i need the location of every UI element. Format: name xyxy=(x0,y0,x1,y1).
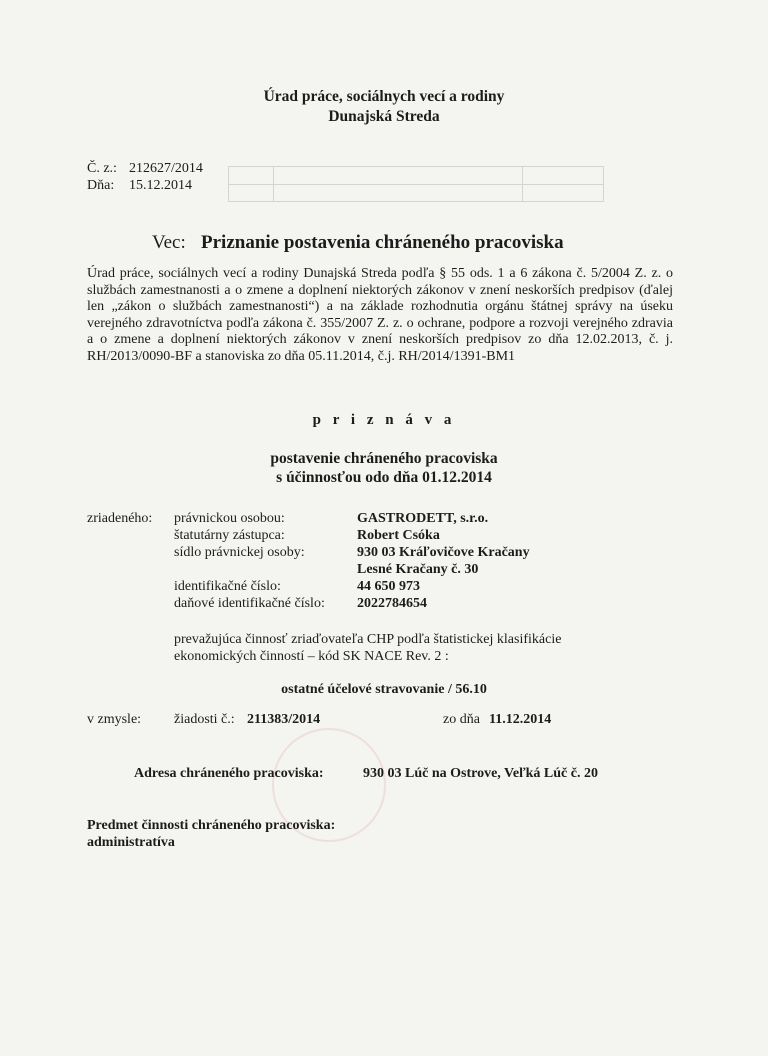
founder-seat-line-2: Lesné Kračany č. 30 xyxy=(357,562,479,577)
activity-subject-label: Predmet činnosti chráneného pracoviska: xyxy=(87,818,336,833)
ref-number-value: 212627/2014 xyxy=(129,161,203,176)
founder-seat-line-1: 930 03 Kráľovičove Kračany xyxy=(357,545,530,560)
founder-field-label: štatutárny zástupca: xyxy=(174,528,285,543)
request-date-text: zo dňa xyxy=(443,712,480,727)
ref-number-label: Č. z.: xyxy=(87,161,117,176)
request-date: 11.12.2014 xyxy=(489,712,552,727)
founder-statutory-rep: Robert Csóka xyxy=(357,528,440,543)
ref-date-value: 15.12.2014 xyxy=(129,178,192,193)
activity-line-1: prevažujúca činnosť zriaďovateľa CHP podľa štatistickej klasifikácie xyxy=(174,632,562,647)
founder-label: zriadeného: xyxy=(87,511,153,526)
request-text: žiadosti č.: xyxy=(174,712,235,727)
decision-line-1: postavenie chráneného pracoviska xyxy=(270,450,498,467)
subject-label: Vec: xyxy=(152,232,186,253)
founder-ico: 44 650 973 xyxy=(357,579,420,594)
subject-title: Priznanie postavenia chráneného pracoviska xyxy=(201,232,564,253)
request-label: v zmysle: xyxy=(87,712,142,727)
activity-nace: ostatné účelové stravovanie / 56.10 xyxy=(281,682,487,697)
activity-subject-value: administratíva xyxy=(87,835,175,850)
office-name: Úrad práce, sociálnych vecí a rodiny xyxy=(263,88,505,105)
workplace-address-label: Adresa chráneného pracoviska: xyxy=(134,766,324,781)
founder-field-label: daňové identifikačné číslo: xyxy=(174,596,325,611)
founder-field-label: identifikačné číslo: xyxy=(174,579,281,594)
intro-paragraph: Úrad práce, sociálnych vecí a rodiny Dunajská Streda podľa § 55 ods. 1 a 6 zákona č. 5/2004 Z. z. o službách zamestnanosti a o zmene a doplnení niektorých zákonov v znení neskorších predpisov (ďalej len „zákon o službách zamestnanosti“) a na základe rozhodnutia orgánu štátnej správy na úseku verejného zdravotníctva podľa zákona č. 355/2007 Z. z. o ochrane, podpore a rozvoji verejného zdravia a o zmene a doplnení niektorých zákonov v znení neskorších predpisov zo dňa 12.02.2013, č. j. RH/2013/0090-BF a stanoviska zo dňa 05.11.2014, č.j. RH/2014/1391-BM1 xyxy=(87,266,673,364)
decision-line-2: s účinnosťou odo dňa 01.12.2014 xyxy=(276,469,492,486)
founder-field-label: sídlo právnickej osoby: xyxy=(174,545,305,560)
request-number: 211383/2014 xyxy=(247,712,321,727)
office-city: Dunajská Streda xyxy=(328,108,440,125)
workplace-address-value: 930 03 Lúč na Ostrove, Veľká Lúč č. 20 xyxy=(363,766,598,781)
ref-date-label: Dňa: xyxy=(87,178,115,193)
founder-company-name: GASTRODETT, s.r.o. xyxy=(357,511,489,526)
bleed-through-table xyxy=(228,166,604,202)
founder-dic: 2022784654 xyxy=(357,596,427,611)
decision-verb: p r i z n á v a xyxy=(312,412,456,428)
activity-line-2: ekonomických činností – kód SK NACE Rev. 2 : xyxy=(174,649,449,664)
founder-field-label: právnickou osobou: xyxy=(174,511,285,526)
